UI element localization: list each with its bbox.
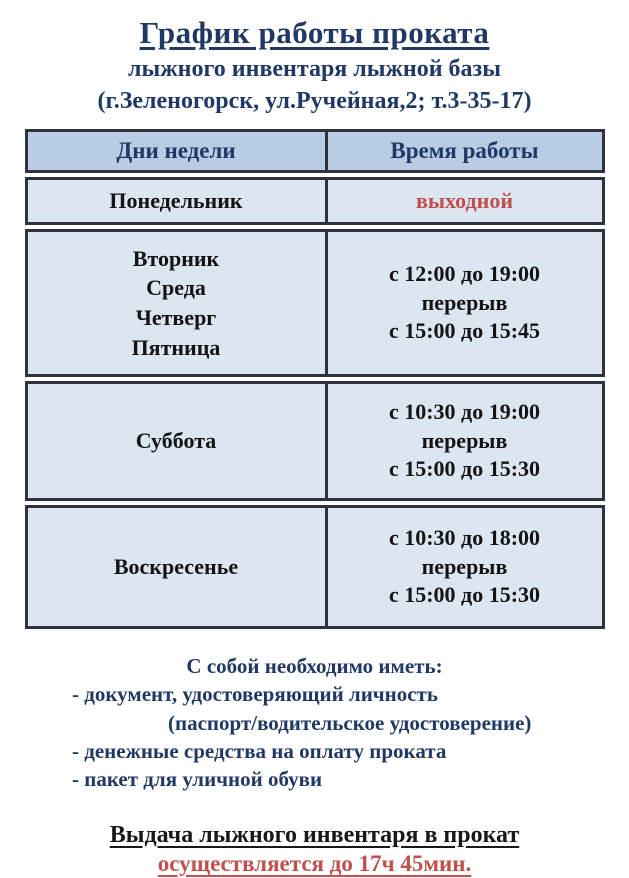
table-row-sunday [25,505,605,629]
day-cell [28,180,328,222]
page-subtitle-line2: (г.Зеленогорск, ул.Ручейная,2; т.3-35-17) [97,88,532,114]
day-name: Среда [146,275,206,301]
break-label: перерыв [421,553,508,579]
hours-open: с 12:00 до 19:00 [388,261,541,287]
footer-note [0,820,629,878]
hours-cell [328,384,602,498]
day-name: Понедельник [109,188,243,214]
requirements-heading: С собой необходимо иметь: [186,654,443,678]
page-subtitle-line1: лыжного инвентаря лыжной базы [128,56,501,82]
schedule-table [25,129,605,629]
hours-cell [328,232,602,374]
schedule-poster [0,15,629,876]
break-label: перерыв [421,289,508,315]
column-header-days: Дни недели [28,132,328,170]
table-row-tue-fri [25,229,605,377]
table-row-saturday [25,381,605,501]
footer-note-line2: осуществляется до 17ч 45мин. [157,850,472,876]
day-name: Воскресенье [113,554,239,580]
hours-cell [328,508,602,626]
requirement-item-note: (паспорт/водительское удостоверение) [168,710,532,735]
day-cell [28,384,328,498]
day-name: Четверг [135,305,217,330]
table-header-row [25,129,605,173]
day-name: Пятница [131,334,221,360]
requirement-item: - денежные средства на оплату проката [72,738,447,763]
requirement-item: - документ, удостоверяющий личность [72,682,438,707]
break-label: перерыв [421,427,508,453]
day-off-label: выходной [415,187,514,213]
break-hours: с 15:00 до 15:45 [388,318,541,344]
day-name: Суббота [135,428,217,454]
break-hours: с 15:00 до 15:30 [388,582,541,608]
requirement-item: - пакет для уличной обуви [72,767,323,792]
footer-note-line1: Выдача лыжного инвентаря в прокат [109,821,520,848]
requirements-list [0,653,629,794]
day-name: Вторник [132,245,220,271]
column-header-hours: Время работы [328,132,602,170]
hours-open: с 10:30 до 18:00 [388,525,541,551]
day-cell [28,508,328,626]
hours-cell [328,180,602,222]
day-cell [28,232,328,374]
break-hours: с 15:00 до 15:30 [388,456,541,482]
hours-open: с 10:30 до 19:00 [388,399,541,425]
table-row-monday [25,177,605,225]
page-title: График работы проката [139,15,490,50]
